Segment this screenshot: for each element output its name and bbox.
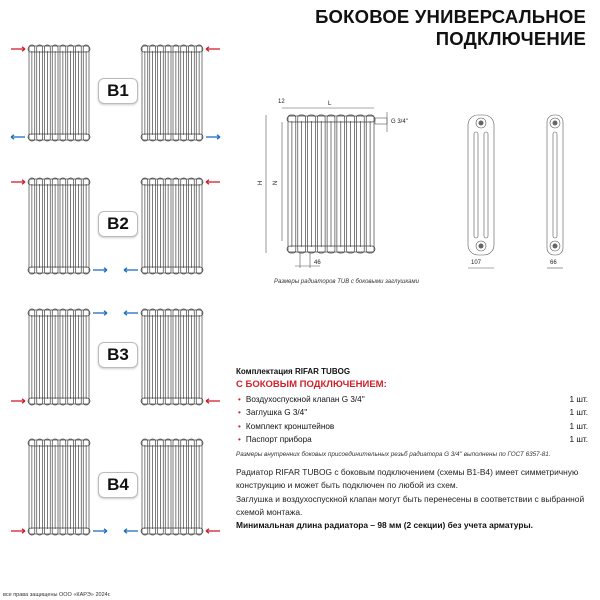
dim-depth-2col-label: 66 [550,260,557,266]
description [236,466,586,532]
kit-item-name: Заглушка G 3/4'' [245,408,308,417]
radiator [141,45,203,141]
radiator [28,45,90,141]
connection-port-inner [553,244,558,249]
tube [484,132,488,238]
connection-port-inner [553,121,558,126]
radiator [141,439,203,535]
description-p3: Минимальная длина радиатора – 98 мм (2 секции) без учета арматуры. [236,520,533,531]
kit-item [236,435,588,444]
radiator [28,309,90,405]
side-fitting [375,118,387,124]
thread-label: G 3/4'' [391,119,408,125]
radiator [287,115,375,253]
side-view-2col [547,115,563,255]
dim-length-label: L [328,101,332,107]
kit-section [236,367,588,458]
scheme-b2 [0,173,230,283]
side-view-3col [468,115,494,255]
kit-item-qty: 1 шт. [569,435,588,444]
kit-subtitle: С БОКОВЫМ ПОДКЛЮЧЕНИЕМ: [236,379,387,390]
radiator-dimension-drawing [260,90,600,280]
scheme-b3 [0,304,230,414]
bullet-icon: • [238,394,241,404]
title-line-2: ПОДКЛЮЧЕНИЕ [435,28,586,49]
kit-item-name: Паспорт прибора [245,435,312,444]
scheme-badge: B4 [98,472,138,498]
kit-item [236,408,588,417]
connection-port-inner [479,121,484,126]
kit-item-qty: 1 шт. [569,408,588,417]
bullet-icon: • [238,435,241,444]
bullet-icon: • [238,408,241,417]
scheme-badge: B2 [98,211,138,237]
description-p2: Заглушка и воздухоспускной клапан могут быть перенесены в соответствии с выбранной схемой монтажа. [236,493,585,517]
tube [474,132,478,238]
radiator [141,178,203,274]
dim-axis-label: N [273,180,280,186]
scheme-badge: B1 [98,78,138,104]
kit-item-qty: 1 шт. [569,394,588,404]
dim-depth-3col-label: 107 [471,260,482,266]
dim-offset-label: 12 [278,99,285,105]
technical-drawing [260,90,600,285]
drawing-caption: Размеры радиаторов TUB с боковыми заглушками [274,279,419,285]
kit-item-name: Комплект кронштейнов [245,421,335,431]
kit-item-qty: 1 шт. [569,421,588,431]
kit-item [236,395,588,404]
scheme-b4 [0,434,230,544]
scheme-badge: B3 [98,342,138,368]
radiator [28,178,90,274]
kit-item-name: Воздухоспускной клапан G 3/4'' [245,394,365,404]
scheme-b1 [0,40,230,150]
bullet-icon: • [238,421,241,431]
copyright: все права защищены ООО «КАРЭ» 2024г. [3,592,111,598]
kit-note: Размеры внутренних боковых присоединительных резьб радиатора G 3/4'' выполнены по ГОСТ 6357-81. [236,451,551,458]
page-title [315,6,586,50]
radiator [141,309,203,405]
kit-item [236,422,588,431]
radiator [28,439,90,535]
title-line-1: БОКОВОЕ УНИВЕРСАЛЬНОЕ [315,6,586,27]
kit-title: Комплектация RIFAR TUBOG [236,367,351,376]
dim-pitch-label: 46 [314,260,321,266]
connection-port-inner [479,244,484,249]
dim-height-label: H [258,180,265,186]
description-p1: Радиатор RIFAR TUBOG с боковым подключением (схемы B1-B4) имеет симметричную конструкцию и может быть подключен по любой из схем. [236,467,579,491]
tube [553,132,557,238]
